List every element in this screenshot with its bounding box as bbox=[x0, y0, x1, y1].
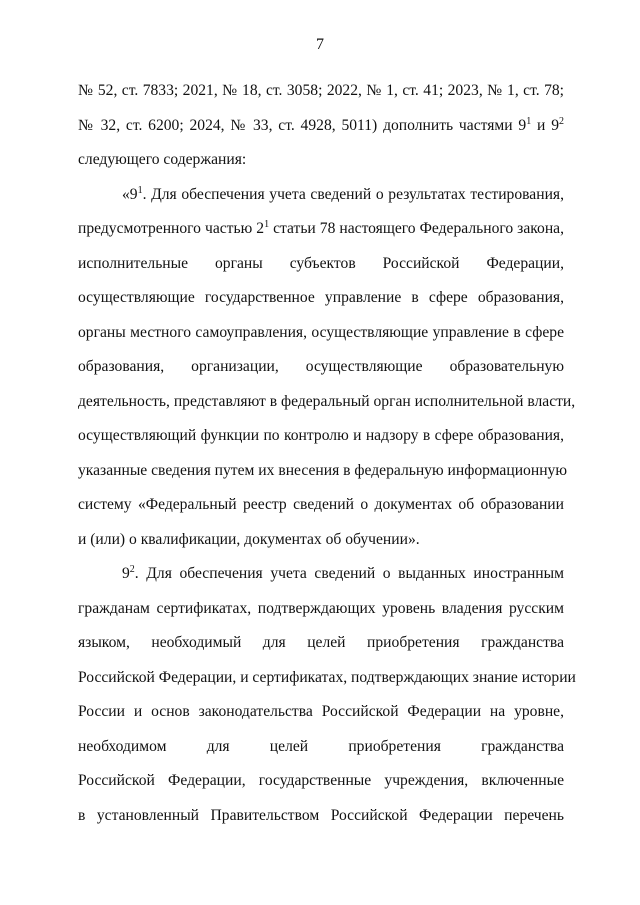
part91-line-4: осуществляющие государственное управление в сфере образования, bbox=[78, 289, 564, 306]
part91-open: «9 bbox=[122, 185, 138, 203]
intro-line-2-sup-1: 1 bbox=[526, 115, 532, 127]
part91-sup: 1 bbox=[137, 184, 143, 196]
part91-line-11: и (или) о квалификации, документах об обучении». bbox=[78, 530, 420, 548]
part92-line-4: Российской Федерации, и сертификатах, подтверждающих знание истории bbox=[78, 668, 576, 686]
intro-line-2-text-b: и 9 bbox=[531, 116, 559, 134]
part92-line-3: языком, необходимый для целей приобретения гражданства bbox=[78, 634, 564, 651]
intro-line-2-text-a: № 32, ст. 6200; 2024, № 33, ст. 4928, 5011) дополнить частями 9 bbox=[78, 116, 527, 134]
part92-line-8: в установленный Правительством Российской Федерации перечень bbox=[78, 806, 564, 824]
part91-line-8: осуществляющий функции по контролю и надзору в сфере образования, bbox=[78, 427, 564, 444]
part91-line-10: систему «Федеральный реестр сведений о документах об образовании bbox=[78, 496, 564, 513]
intro-line-2 bbox=[78, 109, 564, 144]
part92-num: 9 bbox=[122, 565, 130, 582]
part91-line-1-rest: . Для обеспечения учета сведений о результатах тестирования, bbox=[142, 185, 564, 203]
part92-line-6: необходимом для целей приобретения гражданства bbox=[78, 737, 564, 755]
page-number: 7 bbox=[316, 36, 324, 53]
part91-line-1 bbox=[78, 178, 564, 213]
intro-line-2-sup-2: 2 bbox=[559, 115, 564, 127]
part91-line-2-text-b: статьи 78 настоящего Федерального закона, bbox=[269, 220, 565, 237]
part91-line-6: образования, организации, осуществляющие образовательную bbox=[78, 358, 564, 375]
intro-line-1: № 52, ст. 7833; 2021, № 18, ст. 3058; 2022, № 1, ст. 41; 2023, № 1, ст. 78; bbox=[78, 82, 564, 99]
part92-line-5: России и основ законодательства Российской Федерации на уровне, bbox=[78, 703, 564, 720]
part91-line-3: исполнительные органы субъектов Российской Федерации, bbox=[78, 254, 564, 272]
part92-sup: 2 bbox=[129, 564, 135, 575]
part91-line-2-text-a: предусмотренного частью 2 bbox=[78, 220, 265, 237]
part91-line-9: указанные сведения путем их внесения в федеральную информационную bbox=[78, 461, 567, 479]
part91-line-2-sup: 1 bbox=[264, 219, 270, 230]
part91-line-5: органы местного самоуправления, осуществляющие управление в сфере bbox=[78, 323, 564, 341]
part92-line-7: Российской Федерации, государственные учреждения, включенные bbox=[78, 772, 564, 789]
part92-line-1-rest: . Для обеспечения учета сведений о выданных иностранным bbox=[134, 565, 564, 582]
intro-line-3: следующего содержания: bbox=[78, 151, 247, 168]
part91-line-7: деятельность, представляют в федеральный орган исполнительной власти, bbox=[78, 392, 576, 410]
part92-line-2: гражданам сертификатах, подтверждающих уровень владения русским bbox=[78, 599, 564, 617]
document-body bbox=[78, 74, 576, 833]
part91-line-2 bbox=[78, 212, 564, 247]
part92-line-1 bbox=[78, 557, 564, 592]
